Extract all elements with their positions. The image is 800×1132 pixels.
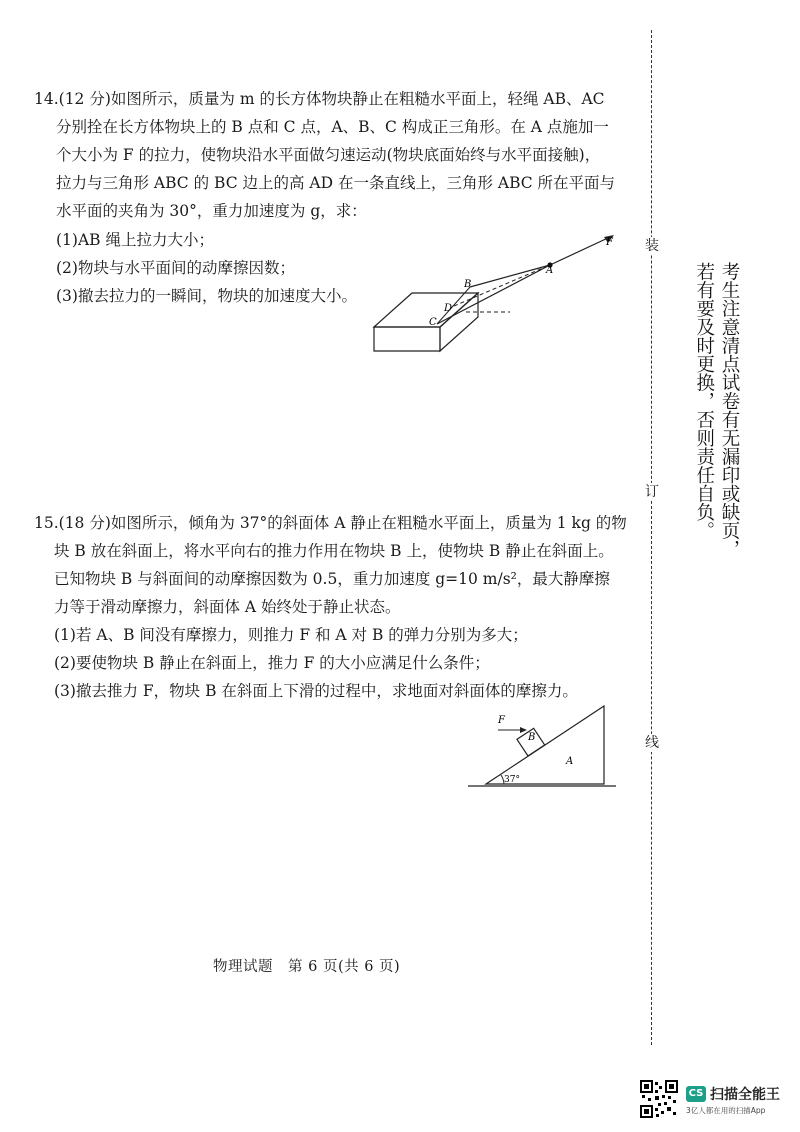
box-front xyxy=(374,327,440,351)
q14-line-4: 拉力与三角形 ABC 的 BC 边上的高 AD 在一条直线上，三角形 ABC 所在平面与 xyxy=(56,174,616,192)
q14-line-5: 水平面的夹角为 30°，重力加速度为 g，求： xyxy=(56,202,367,220)
q14-line-7: (2)物块与水平面间的动摩擦因数； xyxy=(56,259,295,277)
margin-char-xian: 线 xyxy=(645,735,659,751)
q15-line-6: (2)要使物块 B 静止在斜面上，推力 F 的大小应满足什么条件； xyxy=(54,654,490,672)
q14-line-2: 分别拴在长方体物块上的 B 点和 C 点，A、B、C 构成正三角形。在 A 点施加一 xyxy=(56,118,609,136)
label-b: B xyxy=(464,279,472,290)
q14-line-6: (1)AB 绳上拉力大小； xyxy=(56,231,214,249)
q15-line-1: 15.(18 分)如图所示，倾角为 37°的斜面体 A 静止在粗糙水平面上，质量为 1 kg 的物 xyxy=(34,514,627,532)
cs-logo-icon: CS xyxy=(686,1086,706,1102)
q15-line-3: 已知物块 B 与斜面间的动摩擦因数为 0.5，重力加速度 g=10 m/s²，最大静摩擦 xyxy=(54,570,610,588)
page-footer: 物理试题 第 6 页(共 6 页) xyxy=(213,959,401,975)
q14-line-1: 14.(12 分)如图所示，质量为 m 的长方体物块静止在粗糙水平面上，轻绳 AB、AC xyxy=(34,90,605,108)
push-f-arrowhead xyxy=(520,727,527,733)
label-a: A xyxy=(566,756,574,767)
q15-line-7: (3)撤去推力 F，物块 B 在斜面上下滑的过程中，求地面对斜面体的摩擦力。 xyxy=(54,682,578,700)
q14-figure xyxy=(360,225,630,360)
label-f: F xyxy=(498,715,505,726)
q14-line-3: 个大小为 F 的拉力，使物块沿水平面做匀速运动(物块底面始终与水平面接触)， xyxy=(56,146,601,164)
brand-name: 扫描全能王 xyxy=(710,1087,780,1103)
exam-notice xyxy=(693,262,742,558)
box-side xyxy=(440,293,478,351)
q15-figure xyxy=(468,700,618,792)
label-b: B xyxy=(528,732,536,743)
qr-code-icon xyxy=(640,1080,678,1118)
q15-line-5: (1)若 A、B 间没有摩擦力，则推力 F 和 A 对 B 的弹力分别为多大； xyxy=(54,626,528,644)
label-f: F xyxy=(606,237,613,248)
label-c: C xyxy=(429,317,437,328)
force-f-line xyxy=(550,237,610,265)
notice-col-2: 若有要及时更换，否则责任自负。 xyxy=(693,262,715,540)
q14-line-8: (3)撤去拉力的一瞬间，物块的加速度大小。 xyxy=(56,287,357,305)
margin-char-zhuang: 装 xyxy=(645,238,659,254)
binding-line xyxy=(651,30,652,1045)
q15-line-2: 块 B 放在斜面上，将水平向右的推力作用在物块 B 上，使物块 B 静止在斜面上。 xyxy=(54,542,614,560)
label-d: D xyxy=(444,303,453,314)
brand-tagline: 3亿人都在用的扫描App xyxy=(686,1106,766,1115)
q15-line-4: 力等于滑动摩擦力，斜面体 A 始终处于静止状态。 xyxy=(54,598,401,616)
rope-ab xyxy=(470,265,550,287)
rope-ac xyxy=(437,265,550,324)
scanner-watermark xyxy=(640,1080,790,1120)
box-top xyxy=(374,293,478,327)
label-angle: 37° xyxy=(504,775,520,785)
notice-col-1: 考生注意清点试卷有无漏印或缺页， xyxy=(719,262,740,558)
margin-char-ding: 订 xyxy=(645,484,659,500)
label-a: A xyxy=(546,265,554,276)
